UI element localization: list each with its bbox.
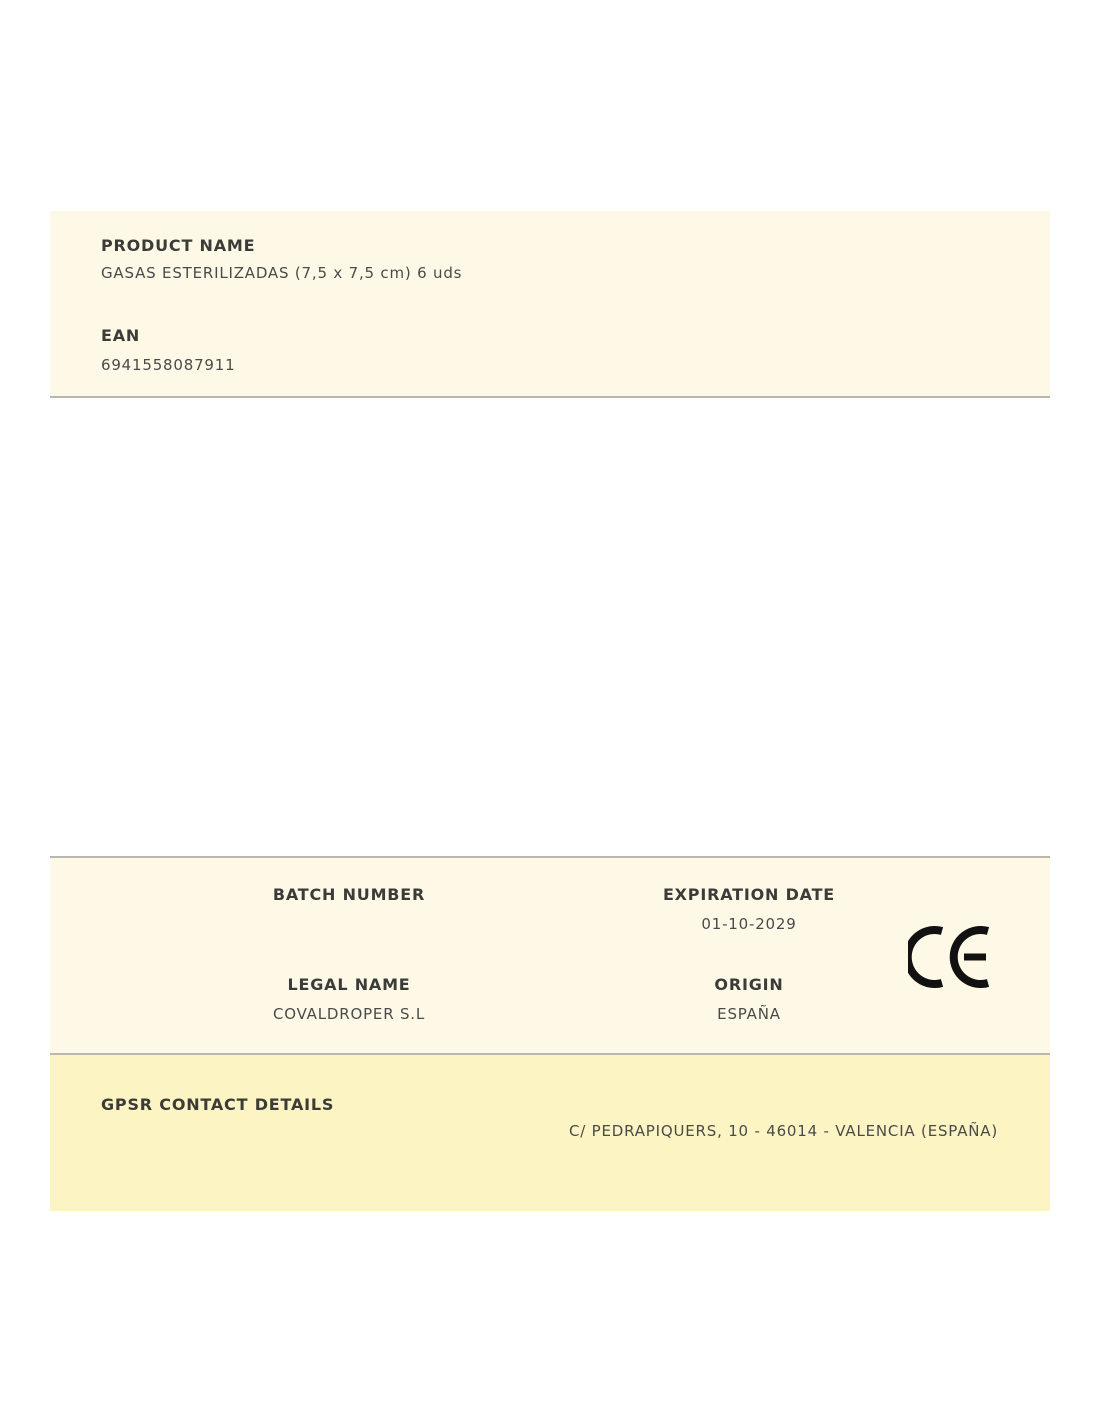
expiration-date-value: 01-10-2029 xyxy=(701,915,797,933)
origin-label: ORIGIN xyxy=(714,975,784,994)
batch-details-panel xyxy=(50,856,1050,1055)
gpsr-contact-panel xyxy=(50,1055,1050,1211)
product-name-label: PRODUCT NAME xyxy=(101,236,256,255)
ean-value: 6941558087911 xyxy=(101,356,236,374)
legal-name-label: LEGAL NAME xyxy=(287,975,411,994)
gpsr-contact-address: C/ PEDRAPIQUERS, 10 - 46014 - VALENCIA (ESPAÑA) xyxy=(568,1122,998,1140)
product-name-value: GASAS ESTERILIZADAS (7,5 x 7,5 cm) 6 uds xyxy=(101,264,463,282)
gpsr-contact-label: GPSR CONTACT DETAILS xyxy=(101,1095,335,1114)
ce-mark-icon xyxy=(908,926,992,988)
product-info-panel xyxy=(50,211,1050,398)
expiration-date-label: EXPIRATION DATE xyxy=(662,885,836,904)
legal-name-value: COVALDROPER S.L xyxy=(272,1005,426,1023)
origin-value: ESPAÑA xyxy=(717,1005,781,1023)
batch-number-label: BATCH NUMBER xyxy=(272,885,426,904)
ean-label: EAN xyxy=(101,326,141,345)
